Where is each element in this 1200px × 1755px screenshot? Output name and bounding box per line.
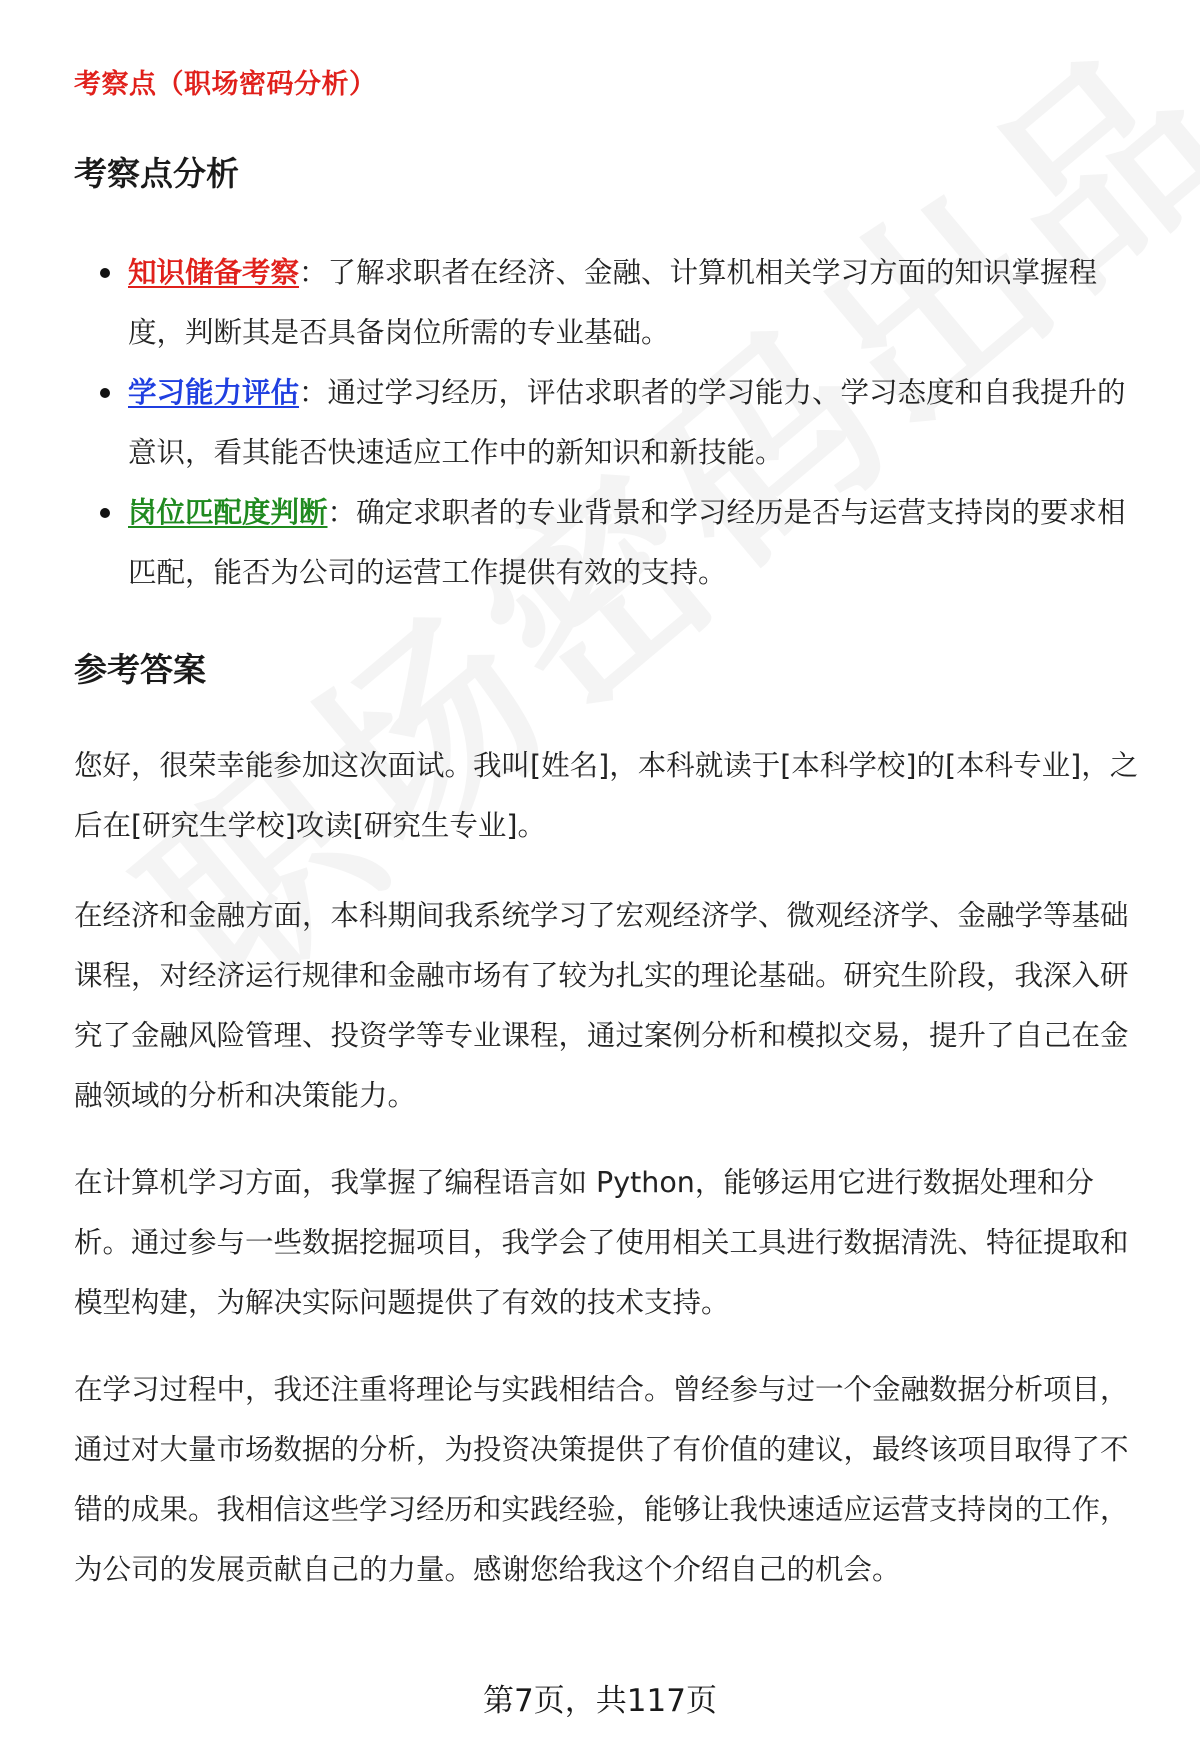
- list-item: [74, 243, 1146, 363]
- bullet-icon: [100, 508, 110, 518]
- section-tag: 考察点（职场密码分析）: [74, 69, 377, 100]
- answer-paragraph-4: 在学习过程中，我还注重将理论与实践相结合。曾经参与过一个金融数据分析项目，通过对大量市场数据的分析，为投资决策提供了有价值的建议，最终该项目取得了不错的成果。我相信这些学习经历和实践经验，能够让我快速适应运营支持岗的工作，为公司的发展贡献自己的力量。感谢您给我这个介绍自己的机会。: [74, 1373, 1129, 1586]
- answer-heading: 参考答案: [74, 650, 206, 689]
- analysis-heading: 考察点分析: [74, 154, 239, 193]
- bullet-icon: [100, 388, 110, 398]
- answer-paragraph-2: 在经济和金融方面，本科期间我系统学习了宏观经济学、微观经济学、金融学等基础课程，对经济运行规律和金融市场有了较为扎实的理论基础。研究生阶段，我深入研究了金融风险管理、投资学等专业课程，通过案例分析和模拟交易，提升了自己在金融领域的分析和决策能力。: [74, 899, 1129, 1112]
- item-text: ：确定求职者的专业背景和学习经历是否与运营支持岗的要求相匹配，能否为公司的运营工作提供有效的支持。: [128, 496, 1126, 589]
- keyword-knowledge: 知识储备考察: [128, 256, 300, 289]
- answer-paragraph-1: 您好，很荣幸能参加这次面试。我叫[姓名]，本科就读于[本科学校]的[本科专业]，之后在[研究生学校]攻读[研究生专业]。: [74, 749, 1139, 842]
- bullet-icon: [100, 268, 110, 278]
- list-item: [74, 363, 1146, 483]
- keyword-learning: 学习能力评估: [128, 376, 300, 409]
- item-text: ：通过学习经历，评估求职者的学习能力、学习态度和自我提升的意识，看其能否快速适应工作中的新知识和新技能。: [128, 376, 1126, 469]
- page-number: 第7页，共117页: [483, 1683, 717, 1719]
- list-item: [74, 483, 1146, 603]
- answer-paragraph-3: 在计算机学习方面，我掌握了编程语言如 Python，能够运用它进行数据处理和分析。通过参与一些数据挖掘项目，我学会了使用相关工具进行数据清洗、特征提取和模型构建，为解决实际问题提供了有效的技术支持。: [74, 1166, 1129, 1319]
- analysis-list: [74, 243, 1146, 603]
- item-text: ：了解求职者在经济、金融、计算机相关学习方面的知识掌握程度，判断其是否具备岗位所需的专业基础。: [128, 256, 1098, 349]
- keyword-fit: 岗位匹配度判断: [128, 496, 328, 529]
